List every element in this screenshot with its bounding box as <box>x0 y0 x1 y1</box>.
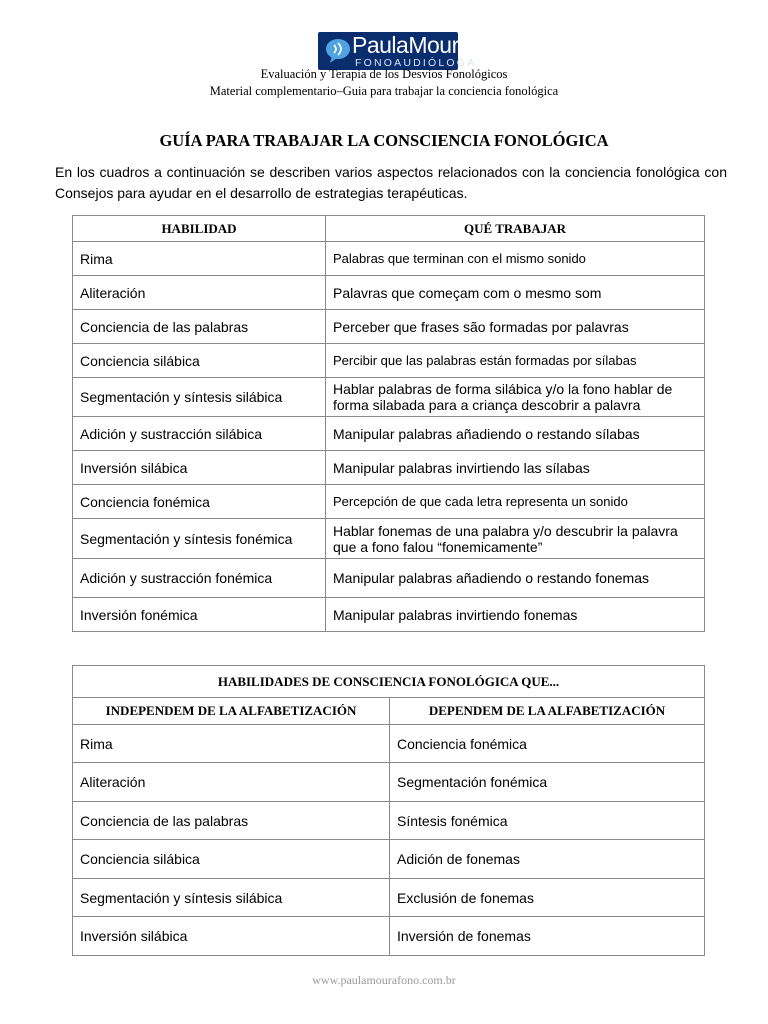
table-title: HABILIDADES DE CONSCIENCIA FONOLÓGICA QUE... <box>73 666 705 698</box>
header-line-1: Evaluación y Terapia de los Desvíos Fonológicos <box>260 67 508 81</box>
skills-table <box>72 215 705 632</box>
skill-cell: Adición y sustracción fonémica <box>73 559 326 598</box>
independent-skill-cell: Segmentación y síntesis silábica <box>73 879 390 917</box>
table-row <box>73 725 705 763</box>
page-title: GUÍA PARA TRABAJAR LA CONSCIENCIA FONOLÓGICA <box>159 131 609 150</box>
task-cell: Palabras que terminan con el mismo sonido <box>326 242 705 276</box>
task-cell: Perceber que frases são formadas por palavras <box>326 310 705 344</box>
footer-url: www.paulamourafono.com.br <box>312 973 456 987</box>
table-row <box>73 276 705 310</box>
task-cell: Percibir que las palabras están formadas por sílabas <box>326 344 705 378</box>
task-cell: Hablar fonemas de una palabra y/o descubrir la palavra que a fono falou “fonemicamente” <box>326 519 705 559</box>
table-row <box>73 763 705 802</box>
table-row <box>73 598 705 632</box>
table-row <box>73 310 705 344</box>
column-header-habilidad: HABILIDAD <box>73 216 326 242</box>
skill-cell: Segmentación y síntesis fonémica <box>73 519 326 559</box>
table-row <box>73 559 705 598</box>
task-cell: Manipular palabras añadiendo o restando fonemas <box>326 559 705 598</box>
task-cell: Manipular palabras añadiendo o restando sílabas <box>326 417 705 451</box>
table-row <box>73 519 705 559</box>
independent-skill-cell: Conciencia silábica <box>73 840 390 879</box>
intro-paragraph: En los cuadros a continuación se describen varios aspectos relacionados con la conciencia fonológica con Consejos para ayudar en el desarrollo de estrategias terapéuticas. <box>55 164 727 201</box>
table-row <box>73 344 705 378</box>
dependent-skill-cell: Exclusión de fonemas <box>390 879 705 917</box>
skill-cell: Segmentación y síntesis silábica <box>73 378 326 417</box>
table-title-row <box>73 666 705 698</box>
table-header-row <box>73 216 705 242</box>
task-cell: Manipular palabras invirtiendo las sílabas <box>326 451 705 485</box>
dependent-skill-cell: Inversión de fonemas <box>390 917 705 956</box>
column-header-independem: INDEPENDEM DE LA ALFABETIZACIÓN <box>73 698 390 725</box>
task-cell: Percepción de que cada letra representa un sonido <box>326 485 705 519</box>
dependent-skill-cell: Segmentación fonémica <box>390 763 705 802</box>
table-row <box>73 485 705 519</box>
speech-bubble-icon <box>324 36 352 64</box>
independent-skill-cell: Rima <box>73 725 390 763</box>
column-header-que-trabajar: QUÉ TRABAJAR <box>326 216 705 242</box>
skill-cell: Conciencia de las palabras <box>73 310 326 344</box>
skill-cell: Rima <box>73 242 326 276</box>
skill-cell: Inversión silábica <box>73 451 326 485</box>
table-row <box>73 451 705 485</box>
table-header-row <box>73 698 705 725</box>
skill-cell: Conciencia fonémica <box>73 485 326 519</box>
task-cell: Palavras que começam com o mesmo som <box>326 276 705 310</box>
dependent-skill-cell: Adición de fonemas <box>390 840 705 879</box>
skill-cell: Inversión fonémica <box>73 598 326 632</box>
skill-cell: Conciencia silábica <box>73 344 326 378</box>
table-row <box>73 417 705 451</box>
independent-skill-cell: Inversión silábica <box>73 917 390 956</box>
table-row <box>73 879 705 917</box>
table-row <box>73 840 705 879</box>
dependent-skill-cell: Síntesis fonémica <box>390 802 705 840</box>
independent-skill-cell: Aliteración <box>73 763 390 802</box>
independent-skill-cell: Conciencia de las palabras <box>73 802 390 840</box>
skill-cell: Aliteración <box>73 276 326 310</box>
header-line-2: Material complementario–Guia para trabajar la conciencia fonológica <box>209 84 559 98</box>
logo-name: PaulaMoura <box>352 32 472 58</box>
table-row <box>73 802 705 840</box>
table-row <box>73 917 705 956</box>
literacy-dependence-table <box>72 665 705 956</box>
brand-logo <box>318 32 477 70</box>
skill-cell: Adición y sustracción silábica <box>73 417 326 451</box>
dependent-skill-cell: Conciencia fonémica <box>390 725 705 763</box>
task-cell: Hablar palabras de forma silábica y/o la fono hablar de forma silabada para a criança descobrir a palavra <box>326 378 705 417</box>
table-row <box>73 378 705 417</box>
column-header-dependem: DEPENDEM DE LA ALFABETIZACIÓN <box>390 698 705 725</box>
logo-subtitle: FONOAUDIÓLOGA <box>355 57 477 69</box>
task-cell: Manipular palabras invirtiendo fonemas <box>326 598 705 632</box>
table-row <box>73 242 705 276</box>
